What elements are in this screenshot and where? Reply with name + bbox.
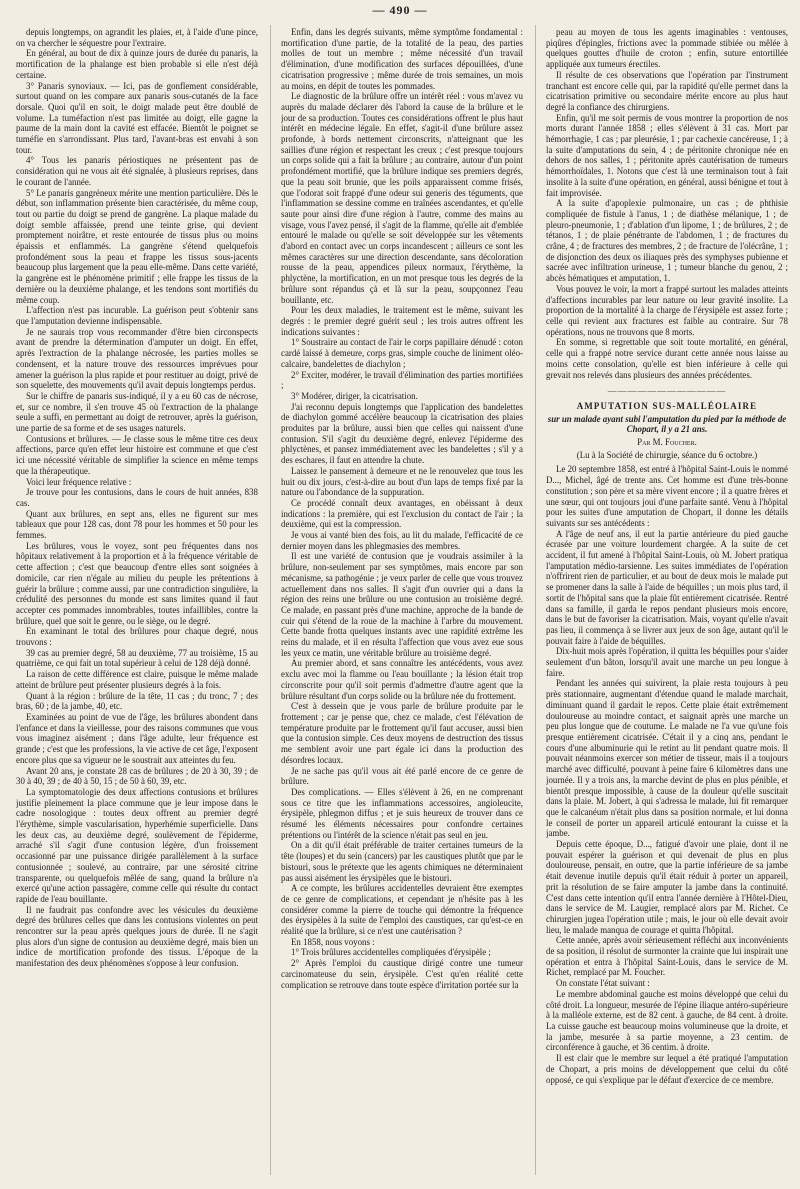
paragraph: 2° Exciter, modérer, le travail d'élimination des parties mortifiées ; (281, 369, 523, 391)
paragraph: On constate l'état suivant : (556, 978, 650, 989)
article-author: Par M. Foucher. (637, 437, 697, 448)
paragraph: L'affection n'est pas incurable. La guérison peut s'obtenir sans que l'amputation devienne indispensable. (16, 305, 258, 326)
paragraph: Cette année, après avoir sérieusement réfléchi aux inconvénients de sa position, il résolut de surmonter la crainte que lui inspirait une opération et entra à l'hôpital Saint-Louis, dans le service de M. Richet, remplacé par M. Foucher. (546, 935, 788, 978)
column-3 (546, 27, 788, 1177)
paragraph: En somme, si regrettable que soit toute mortalité, en général, celle qui a frappé notre service durant cette année nous laisse au moins cette consolation, qu'elle est bien inférieure à celle qui grevait nos relevés dans plusieurs des années précédentes. (546, 337, 788, 380)
paragraph: Je ne saurais trop vous recommander d'être bien circonspects avant de prendre la détermination d'amputer un doigt. En effet, après l'extraction de la phalange nécrosée, les parties molles se condensent, et la nature trouve des ressources imprévues pour amener la guérison la plus rapide et pour restituer au doigt, privé de son squelette, des mouvements qu'il avait depuis longtemps perdus. (16, 326, 258, 391)
paragraph: 1° Trois brûlures accidentelles compliquées d'érysipèle ; (291, 947, 491, 958)
paragraph: Pour les deux maladies, le traitement est le même, suivant les degrés : le premier degré guérit seul ; les trois autres offrent les indications suivantes : (281, 305, 523, 337)
paragraph: Il est clair que le membre sur lequel a été pratiqué l'amputation de Chopart, a pris moins de développement que celui du côté opposé, ce qui s'explique par le défaut d'exercice de ce membre. (546, 1053, 788, 1085)
column-rule-left (270, 25, 271, 1175)
paragraph: La symptomatologie des deux affections contusions et brûlures justifie pleinement la place commune que je leur impose dans le cadre nosologique : toutes deux offrent au premier degré l'érythème, simple vascularisation, hyperhémie superficielle. Dans les deux cas, au deuxième degré, soulèvement de l'épiderme, arraché s'il s'agit d'une contusion légère, d'un froissement occasionné par une puissance dirigée parallèlement à la surface contusionnée ; soulevé, au contraire, par une sérosité citrine transparente, ou quelquefois mêlée de sang, quand la brûlure n'a exercé qu'une action passagère, comme celle qui résulte du contact rapide de l'eau bouillante. (16, 786, 258, 904)
paragraph: Le membre abdominal gauche est moins développé que celui du côté droit. La longueur, mesurée de l'épine iliaque antéro-supérieure à la malléole externe, est de 82 cent. à gauche, de 84 cent. à droite. La cuisse gauche est beaucoup moins volumineuse que la droite, et la jambe, mesurée à sa partie moyenne, a 23 centim. de circonférence à gauche, et 36 centim. à droite. (546, 988, 788, 1053)
paragraph: 1° Soustraire au contact de l'air le corps papillaire dénudé : coton cardé laissé à demeure, corps gras, simple couche de liniment oléo-calcaire, bandelettes de diachylon ; (281, 337, 523, 369)
paragraph: J'ai reconnu depuis longtemps que l'application des bandelettes de diachylon gommé accélère beaucoup la cicatrisation des plaies produites par la brûlure, aussi bien que celles qui naissent d'une contusion. S'il s'agit du deuxième degré, enlevez l'épiderme des phlyctènes, et pansez immédiatement avec les bandelettes ; s'il y a des eschares, il faut en attendre la chute. (281, 401, 523, 466)
article-title: AMPUTATION SUS-MALLÉOLAIRE (576, 400, 758, 411)
paragraph: 2° Après l'emploi du caustique dirigé contre une tumeur carcinomateuse du sein, érysipèle. C'est qu'en réalité cette complication se retrouve dans toute espèce d'irritation portée sur la (281, 958, 523, 990)
paragraph: Voici leur fréquence relative : (26, 476, 132, 487)
paragraph: Quant à la région : brûlure de la tête, 11 cas ; du tronc, 7 ; des bras, 60 ; de la jambe, 40, etc. (16, 690, 258, 712)
paragraph: peau au moyen de tous les agents imaginables : ventouses, piqûres d'épingles, frictions avec la pommade stibiée ou mêlée à quelques gouttes d'huile de croton ; enfin, suture entortillée appliquée aux tumeurs érectiles. (546, 27, 788, 70)
paragraph: 3° Panaris synoviaux. — Ici, pas de gonflement considérable, surtout quand on les compare aux panaris sous-cutanés de la face dorsale. Quoi qu'il en soit, le doigt malade peut être doublé de volume. La tuméfaction n'est pas limitée au doigt, elle gagne la paume de la main dont la cavité est effacée. Bientôt le poignet se tuméfie en s'arrondissant. Plus tard, l'avant-bras est envahi à son tour. (16, 80, 258, 155)
paragraph: En 1858, nous voyons : (291, 936, 375, 947)
paragraph: Contusions et brûlures. — Je classe sous le même titre ces deux affections, parce qu'en effet leur histoire est commune et que c'est ici une nécessité véritable de simplifier la science en même temps que la thérapeutique. (16, 433, 258, 476)
paragraph: On a dit qu'il était préférable de traiter certaines tumeurs de la tête (loupes) et du sein (cancers) par les caustiques plutôt que par le bistouri, sous le prétexte que les agents chimiques ne déterminaient pas aussi aisément les érysipèles que le bistouri. (281, 840, 523, 883)
paragraph: Laissez le pansement à demeure et ne le renouvelez que tous les huit ou dix jours, c'est-à-dire au bout d'un laps de temps fixé par la nature ou l'abondance de la suppuration. (281, 465, 523, 498)
paragraph: Les brûlures, vous le voyez, sont peu fréquentes dans nos hôpitaux relativement à la proportion et à la fréquence véritable de cette affection ; c'est que beaucoup d'entre elles sont soignées à domicile, car rien n'égale au milieu du peuple les prétentions à guérir la brûlure ; comme aussi, par une contradiction singulière, la crédulité des personnes du monde est sans limites quand il faut accepter ces pommades innombrables, toutes infaillibles, contre la brûlure, quel que soit le genre, ou le siège, ou le degré. (16, 540, 258, 626)
paragraph: Il résulte de ces observations que l'opération par l'instrument tranchant est encore celle qui, par la rapidité qu'elle permet dans la cicatrisation primitive ou secondaire mérite encore au plus haut degré la confiance des chirurgiens. (546, 69, 788, 112)
paragraph: Avant 20 ans, je constate 28 cas de brûlures ; de 20 à 30, 39 ; de 30 à 40, 39 ; de 40 à 50, 15 ; de 50 à 60, 39, etc. (16, 765, 258, 787)
paragraph: Je vous ai vanté bien des fois, au lit du malade, l'efficacité de ce dernier moyen dans les phlegmasies des membres. (281, 530, 523, 551)
paragraph: Dix-huit mois après l'opération, il quitta les béquilles pour s'aider seulement d'un bâton, lorsqu'il avait une marche un peu longue à faire. (546, 646, 788, 678)
paragraph: A ce compte, les brûlures accidentelles devraient être exemptes de ce genre de complications, et cependant je n'hésite pas à les considérer comme la pierre de touche qui démontre la fréquence des érysipèles à la suite de l'emploi des caustiques, car qu'est-ce en réalité que la brûlure, si ce n'est une cautérisation ? (281, 883, 523, 937)
paragraph: Ce procédé connaît deux avantages, en obéissant à deux indications : la première, qui est l'exclusion du contact de l'air ; la deuxième, qui est la compression. (281, 497, 523, 530)
paragraph: Je trouve pour les contusions, dans le cours de huit années, 838 cas. (16, 487, 258, 508)
paragraph: C'est à dessein que je vous parle de brûlure produite par le frottement ; car je pense que, chez ce malade, c'est l'élévation de température produite par le frottement qu'il faut accuser, aussi bien que la contusion simple. Ces deux moyens de destruction des tissus me semblent avoir une part égale ici dans la production des désordres locaux. (281, 701, 523, 765)
column-rule-right (535, 25, 536, 1175)
page-number: — 490 — (372, 3, 428, 17)
paragraph: Je ne sache pas qu'il vous ait été parlé encore de ce genre de brûlure. (281, 765, 523, 787)
paragraph: En examinant le total des brûlures pour chaque degré, nous trouvons : (16, 626, 258, 648)
paragraph: En général, au bout de dix à quinze jours de durée du panaris, la mortification de la phalange est bien probable si elle n'est déjà certaine. (16, 48, 258, 80)
paragraph: 5° Le panaris gangréneux mérite une mention particulière. Dès le début, son inflammation présente bien caractérisée, du même coup, tout ou partie du doigt se prend de gangrène. La plaque malade du doigt semble affaissée, prend une teinte grise, qui devient promptement noirâtre, et reste entourée de tissus plus ou moins épaissis et enflammés. La gangrène s'étend quelquefois profondément sous la peau et frappe les tissus sous-jacents beaucoup plus largement que la peau elle-même. Dans cette variété, la gangrène est le phénomène primitif ; elle frappe les tissus de la dernière ou la deuxième phalange, et les tendons sont mortifiés du même coup. (16, 187, 258, 305)
paragraph: Quant aux brûlures, en sept ans, elles ne figurent sur mes tableaux que pour 128 cas, dont 78 pour les hommes et 50 pour les femmes. (16, 508, 258, 541)
paragraph: Le diagnostic de la brûlure offre un intérêt réel : vous m'avez vu auprès du malade déclarer dès l'abord la cause de la brûlure et le jour de sa production. Toutes ces considérations offrent le plus haut intérêt en médecine légale. En effet, s'agit-il d'une brûlure assez profonde, à bords nettement circonscrits, n'atteignant que les saillies d'une région et respectant les creux ; c'est presque toujours un corps solide qui a fait la brûlure ; au contraire, autour d'un point profondément mortifié, que la brûlure indique ses premiers degrés, que la peau soit brunie, que les poils apparaissent comme frisés, que l'odorat soit frappé d'une odeur sui generis des téguments, que l'inflammation se dessine comme en traînées ascendantes, et qu'elle saute pour ainsi dire d'une région à l'autre, comme des mains au visage, vous l'avez pensé, il s'agit de la flamme, qu'elle ait d'emblée entouré le malade ou qu'elle se soit développée sur les vêtements d'abord en contact avec un corps incandescent ; ailleurs ce sont les mêmes caractères sur une direction descendante, sans décoloration rousse de la peau, appendices pileux normaux, l'érythème, la phlyctène, la mortification, en un mot presque tous les degrés de la brûlure sont répandus çà et là sur la peau, soupçonnez l'eau bouillante, etc. (281, 91, 523, 305)
paragraph: A la suite d'apoplexie pulmonaire, un cas ; de phthisie compliquée de fistule à l'anus, 1 ; de diathèse mélanique, 1 ; de pleuro-pneumonie, 1 ; d'ablation d'un lipome, 1 ; de brûlures, 2 ; de tétanos, 1 ; de plaie pénétrante de l'abdomen, 1 ; de fractures du crâne, 4 ; de fractures des membres, 2 ; de fracture de l'olécrâne, 1 ; de disjonction des deux os iliaques près des symphyses pubienne et sacrée avec infiltration urineuse, 1 ; tumeur blanche du genou, 2 ; abcès hématiques et amputation, 1. (546, 198, 788, 284)
paragraph: Vous pouvez le voir, la mort a frappé surtout les malades atteints d'affections incurables par leur nature ou leur gravité insolite. La proportion de la mortalité à la charge de l'érysipèle est assez forte ; celle qui revient aux fractures est faible au contraire. Sur 78 opérations, nous ne trouvons que 8 morts. (546, 283, 788, 337)
paragraph: A l'âge de neuf ans, il eut la partie antérieure du pied gauche écrasée par une voiture lourdement chargée. A la suite de cet accident, il fut amené à l'hôpital Saint-Louis, où M. Jobert pratiqua l'amputation médio-tarsienne. Les suites immédiates de l'opération n'offrirent rien de particulier, et au bout de deux mois le malade put se promener dans la salle à l'aide de béquilles ; un mois plus tard, il sortit de l'hôpital sans que la plaie fût entièrement cicatrisée. Rentré dans sa famille, il garda le repos pendant plusieurs mois encore, dans le but de favoriser la cicatrisation. Mais, voyant qu'elle n'avait pas lieu, il commença à se livrer aux jeux de son âge, autant qu'il le pouvait faire à l'aide de béquilles. (546, 528, 788, 646)
paragraph: Le 20 septembre 1858, est entré à l'hôpital Saint-Louis le nommé D..., Michel, âgé de trente ans. Cet homme est d'une très-bonne constitution ; son père et sa mère vivent encore ; il a quatre frères et une sœur, qui ont toujours joui d'une parfaite santé. Venu à l'hôpital pour les suites d'une amputation de Chopart, il donne les détails suivants sur ses antécédents : (546, 464, 788, 528)
article-separator: ———————————— (607, 386, 727, 397)
paragraph: Examinées au point de vue de l'âge, les brûlures abondent dans l'enfance et dans la vieillesse, pour des raisons communes que vous vous imaginez aisément ; dans l'âge adulte, leur fréquence est grande ; c'est que les professions, la vie active de cet âge, l'exposent encore plus que sa vigueur ne le soustrait aux atteintes du feu. (16, 712, 258, 765)
paragraph: 3° Modérer, diriger, la cicatrisation. (291, 390, 418, 401)
article-body (546, 464, 788, 1085)
paragraph: Sur le chiffre de panaris sus-indiqué, il y a eu 60 cas de nécrose, et, sur ce nombre, il s'en trouve 45 où l'extraction de la phalange seule a suffi, en permettant au doigt de retrouver, après la guérison, une partie de sa forme et de ses usages naturels. (16, 390, 258, 434)
paragraph: La raison de cette différence est claire, puisque le même malade atteint de brûlure peut présenter plusieurs degrés à la fois. (16, 669, 258, 690)
paragraph: 39 cas au premier degré, 58 au deuxième, 77 au troisième, 15 au quatrième, ce qui fait un total supérieur à celui de 128 déjà donné. (16, 647, 258, 669)
article-note: (Lu à la Société de chirurgie, séance du 6 octobre.) (576, 449, 758, 460)
paragraph: 4° Tous les panaris périostiques ne présentent pas de considération qui ne vous ait été signalée, à plusieurs reprises, dans le courant de l'année. (16, 155, 258, 187)
column-1 (16, 27, 258, 1177)
paragraph: Depuis cette époque, D..., fatigué d'avoir une plaie, dont il ne pouvait espérer la guérison et qui devenait de plus en plus douloureuse, pensait, en outre, que la partie inférieure de sa jambe était devenue inutile depuis qu'il était réduit à porter un appareil, prit la résolution de se faire amputer la jambe dans la continuité. C'est dans cette intention qu'il entra l'année dernière à l'Hôtel-Dieu, dans le service de M. Laugier, remplacé alors par M. Richet. Ce chirurgien jugea l'opération utile ; mais, le jour où elle devait avoir lieu, le malade manqua de courage et quitta l'hôpital. (546, 839, 788, 935)
paragraph: Au premier abord, et sans connaître les antécédents, vous avez exclu avec moi la flamme ou l'eau bouillante ; la lésion était trop circonscrite pour qu'il soit permis d'admettre d'autre agent que la brûlure résultant d'un corps solide ou la brûlure née du frottement. (281, 658, 523, 701)
paragraph: Pendant les années qui suivirent, la plaie resta toujours à peu près stationnaire, augmentant d'étendue quand le malade marchait, diminuant quand il gardait le repos. Cette plaie était extrêmement douloureuse au moindre contact, et saignait après une marche un peu plus longue que de coutume. Le malade ne l'a vue qu'une fois presque entièrement cicatrisée. C'était il y a cinq ans, pendant le cours d'une albuminurie qui le retint au lit pendant quatre mois. Il pouvait néanmoins exercer son métier de tisseur, mais il a toujours marché avec difficulté, pouvant à peine faire 6 kilomètres dans une journée. Il y a trois ans, la marche devint de plus en plus pénible, et bientôt presque impossible, à cause de la douleur qu'elle suscitait dans la plaie. M. Jobert, à qui s'adressa le malade, lui fit remarquer que le calcanéum n'était plus dans sa position normale, et lui donna le conseil de porter un appareil articulé entourant la cuisse et la jambe. (546, 678, 788, 839)
paragraph: Il est une variété de contusion que je voudrais assimiler à la brûlure, non-seulement par ses symptômes, mais encore par son mécanisme, sa pathogénie ; je veux parler de celle que vous trouvez actuellement dans nos salles. Il s'agit d'un ouvrier qui a dans la région des reins une brûlure ou une contusion au troisième degré. Ce malade, en passant près d'une machine, approche de la bande de cuir qui s'étend de la roue de la machine à l'arbre du mouvement. Cette bande frotta quelques instants avec une rapidité extrême les reins du malade, et il en résulta l'affection que vous avez eue sous les yeux ce matin, une véritable brûlure au troisième degré. (281, 551, 523, 658)
article-subtitle: sur un malade ayant subi l'amputation du pied par la méthode de Chopart, il y a 21 ans. (547, 413, 787, 435)
paragraph: Enfin, qu'il me soit permis de vous montrer la proportion de nos morts durant l'année 1858 ; elles s'élèvent à 31 cas. Mort par hémorrhagie, 1 cas ; par pleurésie, 1 ; par cachexie cancéreuse, 1 ; à la suite d'amputations du sein, 4 ; de péritonite chronique née en dehors de nos salles, 1 ; péritonite après cautérisation de tumeurs hémorrhoïdales, 1. Notons que c'est là une terminaison tout à fait insolite à la suite d'une opération, en général, aussi bénigne et tout à fait improvisée. (546, 112, 788, 198)
paragraph: Enfin, dans les degrés suivants, même symptôme fondamental : mortification d'une partie, de la totalité de la peau, des parties molles de tout un membre ; même nécessité d'un travail d'élimination, d'une modification des surfaces dépouillées, d'une cicatrisation progressive ; même durée de trois semaines, un mois au moins, en dépit de toutes les pommades. (281, 27, 523, 91)
paragraph: Il ne faudrait pas confondre avec les vésicules du deuxième degré des brûlures celles que dans les contusions violentes on peut rencontrer sur la peau après quelques jours de durée. Il ne s'agit plus alors d'un signe de contusion au deuxième degré, mais bien un indice de mortification profonde des tissus. L'époque de la manifestation des deux phénomènes s'oppose à leur confusion. (16, 904, 258, 969)
paragraph: Des complications. — Elles s'élèvent à 26, en ne comprenant sous ce titre que les inflammations accessoires, angioleucite, érysipèle, phlegmon diffus ; et je suis heureux de trouver dans ce résumé les éléments nécessaires pour confondre certaines prétentions ou l'intérêt de la science n'était pas seul en jeu. (281, 786, 523, 840)
column-2 (281, 27, 523, 1177)
paragraph: depuis longtemps, on agrandit les plaies, et, à l'aide d'une pince, on va chercher le séquestre pour l'extraire. (16, 27, 258, 48)
column-3-text (546, 27, 788, 380)
